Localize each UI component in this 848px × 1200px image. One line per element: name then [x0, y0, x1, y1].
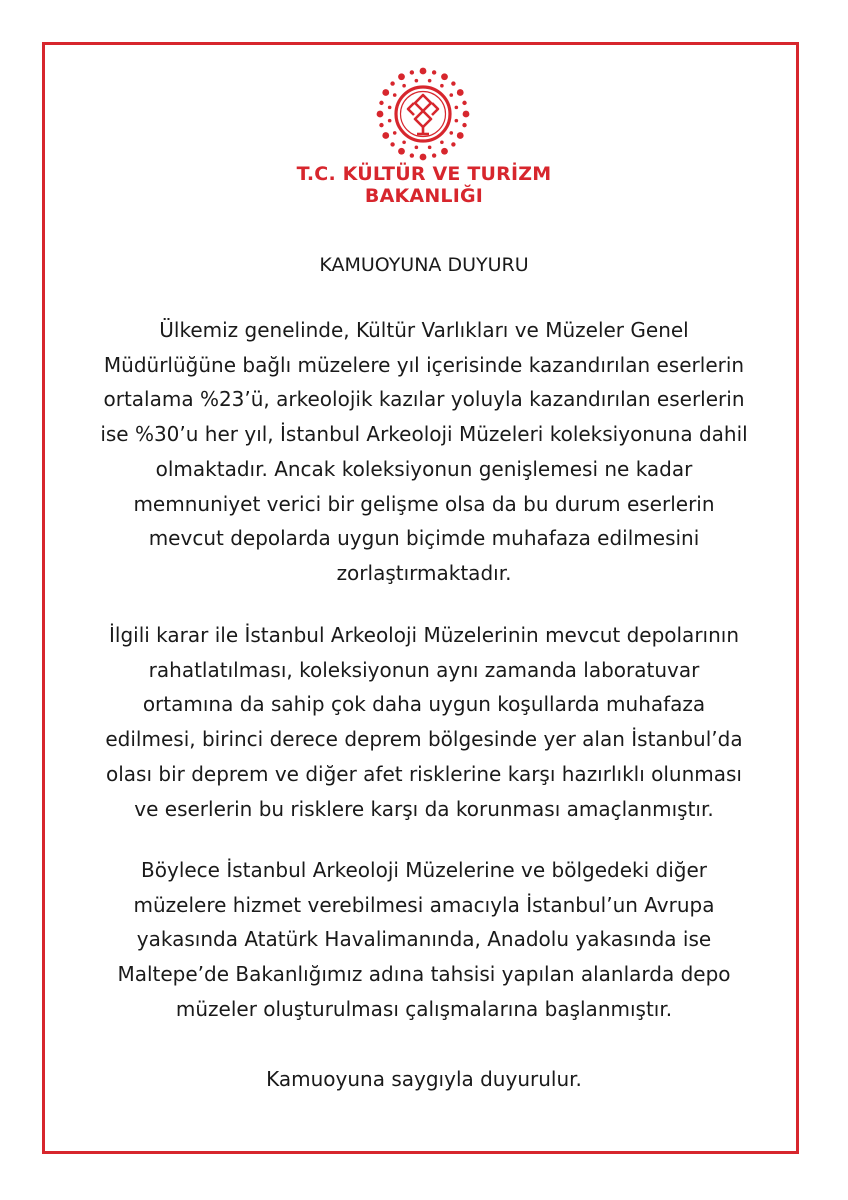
paragraph-1-line: olmaktadır. Ancak koleksiyonun genişlemesi ne kadar	[155, 456, 693, 481]
ministry-name-line2: BAKANLIĞI	[364, 185, 484, 207]
ministry-name-line1: T.C. KÜLTÜR VE TURİZM	[296, 163, 552, 185]
paragraph-1-line: ortalama %23’ü, arkeolojik kazılar yoluyla kazandırılan eserlerin	[103, 387, 745, 412]
paragraph-3-line: yakasında Atatürk Havalimanında, Anadolu yakasında ise	[136, 927, 712, 952]
paragraph-2-line: ortamına da sahip çok daha uygun koşullarda muhafaza	[142, 692, 706, 717]
paragraph-2-line: İlgili karar ile İstanbul Arkeoloji Müzelerinin mevcut depolarının	[108, 623, 740, 647]
paragraph-1-line: ise %30’u her yıl, İstanbul Arkeoloji Müzeleri koleksiyonuna dahil	[100, 422, 748, 447]
paragraph-3-line: müzeler oluşturulması çalışmalarına başlanmıştır.	[175, 996, 673, 1021]
paragraph-2-line: ve eserlerin bu risklere karşı da korunması amaçlanmıştır.	[134, 796, 714, 821]
announcement-title: KAMUOYUNA DUYURU	[319, 254, 529, 276]
paragraph-3-line: Maltepe’de Bakanlığımız adına tahsisi yapılan alanlarda depo	[117, 962, 731, 987]
paragraph-1-line: memnuniyet verici bir gelişme olsa da bu durum eserlerin	[133, 491, 715, 516]
paragraph-3-line: müzelere hizmet verebilmesi amacıyla İstanbul’un Avrupa	[133, 892, 715, 917]
paragraph-1-line: Ülkemiz genelinde, Kültür Varlıkları ve Müzeler Genel	[159, 318, 689, 342]
paragraph-1-line: mevcut depolarda uygun biçimde muhafaza edilmesini	[148, 526, 700, 551]
closing-line: Kamuoyuna saygıyla duyurulur.	[266, 1067, 582, 1091]
paragraph-2-line: olası bir deprem ve diğer afet risklerine karşı hazırlıklı olunması	[105, 761, 742, 786]
paragraph-1	[0, 313, 848, 591]
paragraph-3-line: Böylece İstanbul Arkeoloji Müzelerine ve bölgedeki diğer	[141, 858, 707, 882]
paragraph-2-line: rahatlatılması, koleksiyonun aynı zamanda laboratuvar	[148, 657, 700, 682]
ministry-emblem-icon	[373, 64, 473, 164]
paragraph-1-line: Müdürlüğüne bağlı müzelere yıl içerisinde kazandırılan eserlerin	[103, 352, 745, 377]
paragraph-3	[0, 853, 848, 1027]
paragraph-2-line: edilmesi, birinci derece deprem bölgesinde yer alan İstanbul’da	[105, 727, 743, 752]
paragraph-1-line: zorlaştırmaktadır.	[336, 560, 512, 585]
paragraph-2	[0, 618, 848, 826]
